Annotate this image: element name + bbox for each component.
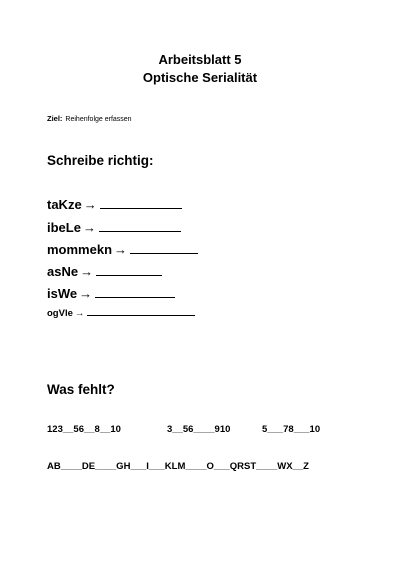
letter-sequence-row	[0, 461, 400, 475]
goal-text: Reihenfolge erfassen	[65, 116, 132, 123]
answer-blank[interactable]	[87, 314, 195, 316]
answer-blank[interactable]	[130, 252, 198, 254]
scrambled-word: asNe	[47, 264, 79, 279]
task-item	[47, 286, 175, 302]
scrambled-word: ogVle	[47, 308, 73, 319]
task-item	[47, 220, 181, 236]
section-heading-write-correctly: Schreibe richtig:	[47, 153, 154, 168]
worksheet-subtitle: Optische Serialität	[142, 70, 258, 85]
section-heading-what-is-missing: Was fehlt?	[47, 382, 115, 397]
task-item	[47, 308, 195, 320]
task-item	[47, 242, 198, 258]
task-item	[47, 197, 182, 213]
scrambled-word: ibeLe	[47, 220, 81, 235]
scrambled-word: isWe	[47, 286, 78, 301]
goal-label: Ziel:	[47, 114, 63, 123]
task-item	[47, 264, 162, 280]
arrow-right-icon: →	[74, 308, 85, 319]
letter-sequence: AB____DE____GH___I___KLM____O___QRST____WX__Z	[47, 461, 309, 472]
arrow-right-icon: →	[83, 197, 97, 212]
number-sequence: 3__56____910	[167, 424, 231, 435]
scrambled-word: mommekn	[47, 242, 113, 257]
answer-blank[interactable]	[99, 230, 181, 232]
arrow-right-icon: →	[80, 264, 94, 279]
arrow-right-icon: →	[79, 286, 93, 301]
worksheet-title: Arbeitsblatt 5	[158, 52, 242, 67]
answer-blank[interactable]	[95, 296, 175, 298]
scrambled-word: taKze	[47, 197, 82, 212]
arrow-right-icon: →	[82, 220, 96, 235]
goal-line	[47, 114, 132, 125]
number-sequence-row	[0, 424, 400, 438]
answer-blank[interactable]	[96, 274, 162, 276]
answer-blank[interactable]	[100, 207, 182, 209]
number-sequence: 123__56__8__10	[47, 424, 121, 435]
arrow-right-icon: →	[114, 242, 128, 257]
number-sequence: 5___78___10	[262, 424, 321, 435]
